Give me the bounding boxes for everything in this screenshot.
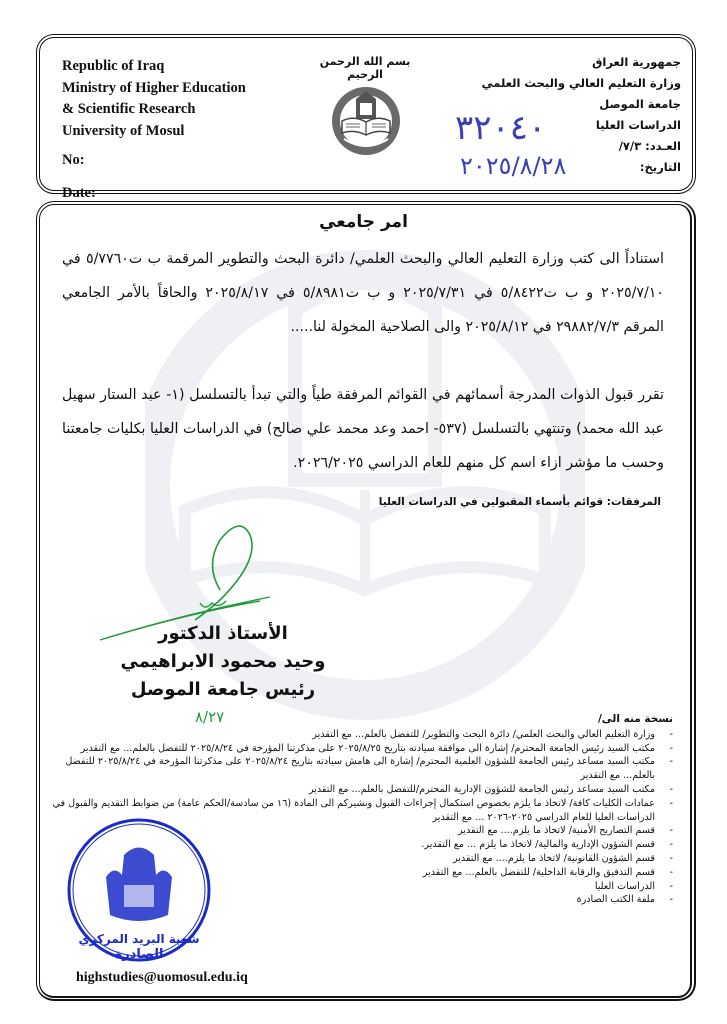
list-item: - قسم الشؤون القانونية/ لاتخاذ ما يلزم.... مع التقدير (452, 852, 673, 864)
signatory-title: الأستاذ الدكتور (158, 623, 288, 644)
list-item: - قسم الشؤون الإدارية والمالية/ لاتخاذ ما يلزم ... مع التقدير. (421, 839, 673, 851)
ministry-name-en: Ministry of Higher Education (62, 79, 246, 96)
copies-title: نسخة منه الى/ (597, 713, 673, 725)
list-item: - قسم التصاريح الأمنية/ لاتخاذ ما يلزم.... مع التقدير (458, 825, 673, 837)
date-label-en: Date: (62, 184, 96, 201)
document-title: امر جامعي (319, 212, 408, 232)
stamp-line2: الصادرة (114, 947, 164, 962)
list-item: - مكتب السيد رئيس الجامعة المحترم/ إشارة الى موافقة سيادته بتاريخ ٢٠٢٥/٨/٢٥ على مذكرتنا المؤرخة في ٢٠٢٥/٨/٢٤ للتفضل بالعلم... مع التقدير (80, 742, 673, 754)
list-item: - مكتب السيد مساعد رئيس الجامعة للشؤون العلمية المحترم/ إشارة الى هامش سيادته بتاريخ ٢٠٢٥/٨/٢٤ على مذكرتنا المؤرخة في ٢٠٢٥/٨/٢٤ للتفضل بالعلم... مع التقدير (65, 756, 673, 782)
number-label-en: No: (62, 152, 85, 168)
list-item: - قسم التدقيق والرقابة الداخلية/ للتفضل بالعلم... مع التقدير (422, 866, 673, 878)
paragraph-references: استناداً الى كتب وزارة التعليم العالي والبحث العلمي/ دائرة البحث والتطوير المرقمة ب ت٥/٧٧٦٠ في ٢٠٢٥/٧/١٠ و ب ت٥/٨٤٢٢ في ٢٠٢٥/٧/٣١ و ب ت٥/٨٩٨١ في ٢٠٢٥/٨/١٧ والحاقاً بالأمر الجامعي المرقم ٢٩٨٨٢/٧/٣ في ٢٠٢٥/٨/١٢ والى الصلاحية المخولة لنا..... (62, 251, 665, 335)
university-name-ar: جامعة الموصل (599, 97, 681, 111)
ministry-name-en-cont: & Scientific Research (62, 101, 196, 117)
list-item: - ملفة الكتب الصادرة (576, 894, 673, 906)
paragraph-decision: تقرر قبول الذوات المدرجة أسمائهم في القوائم المرفقة طياً والتي تبدأ بالتسلسل (١- عبد الستار سهيل عبد الله محمد) وتنتهي بالتسلسل (٥٣٧- احمد وعد محمد علي صالح) في الدراسات العليا بكليات جامعتنا وحسب ما مؤشر ازاء اسم كل منهم للعام الدراسي ٢٠٢٦/٢٠٢٥. (62, 387, 665, 471)
list-item: - الدراسات العليا (594, 880, 673, 892)
signatory-block (108, 620, 338, 704)
list-item: - وزارة التعليم العالي والبحث العلمي/ دائرة البحث والتطوير/ للتفضل بالعلم... مع التقدير (312, 728, 673, 740)
contact-email: highstudies@uomosul.edu.iq (76, 970, 248, 985)
country-name-en: Republic of Iraq (62, 58, 165, 74)
university-logo-icon (330, 85, 402, 157)
signatory-name: وحيد محمود الابراهيمي (120, 651, 326, 672)
english-letterhead (62, 56, 246, 204)
attachments-note: المرفقات: قوائم بأسماء المقبولين في الدراسات العليا (378, 496, 661, 508)
stamp-line1: شعبة البريد المركزي (78, 932, 200, 946)
handwritten-document-date: ٢٠٢٥/٨/٢٨ (460, 152, 567, 180)
handwritten-document-number: ٣٢٠٤٠ (455, 108, 547, 148)
signature-date: ٨/٢٧ (195, 708, 225, 726)
country-name-ar: جمهورية العراق (592, 55, 681, 69)
signatory-position: رئيس جامعة الموصل (130, 679, 316, 700)
list-item: - مكتب السيد مساعد رئيس الجامعة للشؤون الإدارية المحترم/للتفضل بالعلم... مع التقدير (308, 783, 673, 795)
official-stamp-icon (64, 815, 214, 965)
date-label-ar: التاريخ: (639, 160, 681, 174)
number-label-ar: العـدد: ٧/٣/ (618, 139, 681, 153)
university-name-en: University of Mosul (62, 122, 185, 139)
basmala: بسم الله الرحمن الرحيم (319, 55, 411, 81)
list-item: - عمادات الكليات كافة/ لاتخاذ ما يلزم بخصوص استكمال إجراءات القبول ونشيركم الى المادة (١٦ من سادسة/الحكم عامة) من ضوابط التقديم والقبول في الدراسات العليا للعام الدراسي ٢٠٢٥-٢٠٢٦ ... مع التقدير (52, 797, 673, 823)
ministry-name-ar: وزارة التعليم العالي والبحث العلمي (481, 76, 681, 90)
department-name-ar: الدراسات العليا (595, 118, 681, 132)
